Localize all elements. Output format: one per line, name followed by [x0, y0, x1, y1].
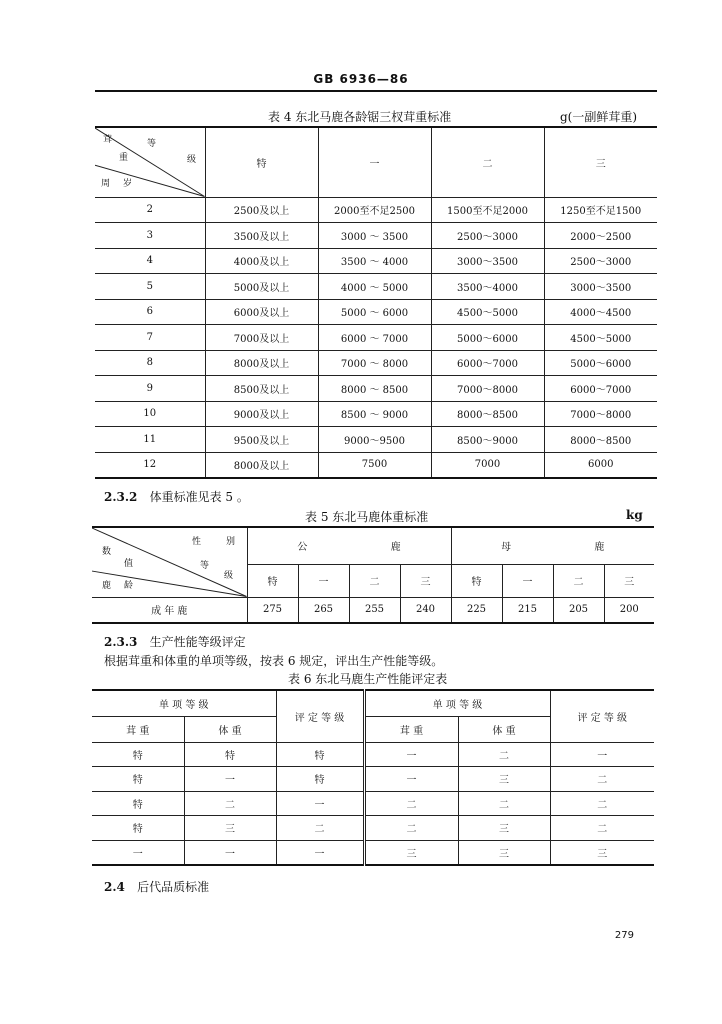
table6: [92, 689, 654, 866]
eval-grade-header: 评 定 等 级: [550, 690, 654, 742]
antler-weight-cell: 9500及以上: [205, 427, 318, 453]
weight-value: 205: [553, 597, 604, 623]
body-grade-cell: 一: [184, 840, 276, 865]
section-title: 生产性能等级评定: [149, 635, 246, 649]
antler-weight-cell: 7000 ～ 8000: [318, 350, 431, 376]
corner-label: 值: [124, 559, 134, 569]
antler-grade-cell: 特: [92, 767, 184, 792]
table4-row: [95, 401, 657, 427]
age-cell: 2: [95, 197, 205, 223]
female-label: 鹿: [594, 542, 605, 554]
corner-label: 岁: [123, 179, 133, 189]
row-label: 成 年 鹿: [92, 597, 247, 623]
header-rule: [95, 90, 657, 92]
section-number: 2.3.2: [104, 490, 138, 504]
age-cell: 6: [95, 299, 205, 325]
body-grade-cell: 三: [458, 767, 550, 792]
section-2-4: [104, 878, 209, 895]
age-cell: 11: [95, 427, 205, 453]
antler-weight-cell: 2000至不足2500: [318, 197, 431, 223]
body-grade-cell: 二: [458, 742, 550, 767]
table6-row: [92, 840, 654, 865]
table6-row: [92, 742, 654, 767]
antler-weight-cell: 8500 ～ 9000: [318, 401, 431, 427]
antler-weight-cell: 5000 ～ 6000: [318, 299, 431, 325]
table5-data-row: [92, 597, 654, 623]
weight-value: 200: [604, 597, 654, 623]
body-grade-cell: 三: [184, 816, 276, 841]
female-label: 母: [501, 542, 512, 554]
table4-row: [95, 452, 657, 478]
table4-caption: 表 4 东北马鹿各龄锯三杈茸重标准: [268, 110, 452, 124]
corner-label: 级: [224, 571, 234, 581]
table5-header-row: [92, 527, 654, 564]
antler-weight-cell: 8000～8500: [544, 427, 657, 453]
antler-weight-cell: 5000～6000: [431, 325, 544, 351]
table4-unit: g(一副鲜茸重): [560, 110, 638, 124]
antler-weight-cell: 7000～8000: [431, 376, 544, 402]
corner-label: 数: [102, 547, 112, 557]
table4-row: [95, 350, 657, 376]
antler-weight-cell: 5000～6000: [544, 350, 657, 376]
section-2-3-3: [104, 633, 246, 650]
weight-value: 275: [247, 597, 298, 623]
grade-header: 特: [247, 564, 298, 597]
table5: [92, 526, 654, 624]
antler-weight-cell: 6000及以上: [205, 299, 318, 325]
antler-grade-cell: 二: [364, 816, 458, 841]
antler-weight-cell: 3500及以上: [205, 223, 318, 249]
section-text: 体重标准见表 5 。: [149, 490, 249, 504]
table4: [95, 126, 657, 479]
weight-value: 215: [502, 597, 553, 623]
eval-grade-cell: 二: [276, 816, 364, 841]
antler-weight-cell: 8000～8500: [431, 401, 544, 427]
antler-weight-cell: 5000及以上: [205, 274, 318, 300]
antler-grade-cell: 一: [92, 840, 184, 865]
antler-weight-cell: 1500至不足2000: [431, 197, 544, 223]
body-grade-cell: 一: [184, 767, 276, 792]
corner-label: 重: [119, 153, 129, 163]
corner-label: 级: [187, 155, 197, 165]
antler-weight-cell: 4500～5000: [544, 325, 657, 351]
antler-weight-cell: 2500～3000: [544, 248, 657, 274]
weight-value: 240: [400, 597, 451, 623]
antler-weight-cell: 6000: [544, 452, 657, 478]
single-grade-header: 单 项 等 级: [364, 690, 550, 716]
table5-caption: 表 5 东北马鹿体重标准: [305, 510, 429, 524]
antler-weight-cell: 7000: [431, 452, 544, 478]
table4-header-row: [95, 127, 657, 197]
eval-grade-header: 评 定 等 级: [276, 690, 364, 742]
grade-header: 一: [502, 564, 553, 597]
corner-label: 等: [200, 561, 210, 571]
antler-weight-cell: 7000～8000: [544, 401, 657, 427]
antler-grade-cell: 特: [92, 742, 184, 767]
body-weight-header: 体 重: [184, 716, 276, 742]
table5-corner-cell: [92, 527, 247, 597]
table4-row: [95, 376, 657, 402]
antler-weight-cell: 4000 ～ 5000: [318, 274, 431, 300]
antler-weight-header: 茸 重: [364, 716, 458, 742]
eval-grade-cell: 二: [550, 816, 654, 841]
age-cell: 10: [95, 401, 205, 427]
eval-grade-cell: 特: [276, 742, 364, 767]
table6-header-row: [92, 690, 654, 716]
antler-grade-cell: 二: [364, 791, 458, 816]
antler-grade-cell: 三: [364, 840, 458, 865]
antler-weight-header: 茸 重: [92, 716, 184, 742]
body-grade-cell: 三: [458, 816, 550, 841]
antler-weight-cell: 4000～4500: [544, 299, 657, 325]
corner-label: 龄: [124, 581, 134, 591]
male-label: 鹿: [390, 542, 401, 554]
antler-weight-cell: 6000 ～ 7000: [318, 325, 431, 351]
antler-weight-cell: 3000～3500: [431, 248, 544, 274]
table4-row: [95, 248, 657, 274]
corner-label: 周: [101, 179, 111, 189]
eval-grade-cell: 一: [276, 791, 364, 816]
body-grade-cell: 三: [458, 840, 550, 865]
age-cell: 8: [95, 350, 205, 376]
grade-header: 一: [318, 127, 431, 197]
antler-weight-cell: 2500及以上: [205, 197, 318, 223]
antler-weight-cell: 6000～7000: [431, 350, 544, 376]
single-grade-header: 单 项 等 级: [92, 690, 276, 716]
corner-label: 等: [147, 139, 157, 149]
table4-row: [95, 274, 657, 300]
body-grade-cell: 特: [184, 742, 276, 767]
corner-label: 鹿: [102, 581, 112, 591]
page-number: 279: [614, 930, 634, 941]
table6-row: [92, 767, 654, 792]
antler-weight-cell: 3000～3500: [544, 274, 657, 300]
grade-header: 二: [431, 127, 544, 197]
grade-header: 一: [298, 564, 349, 597]
antler-weight-cell: 8000 ～ 8500: [318, 376, 431, 402]
antler-grade-cell: 特: [92, 816, 184, 841]
corner-label: 性: [192, 537, 202, 547]
grade-header: 二: [349, 564, 400, 597]
weight-value: 225: [451, 597, 502, 623]
table6-row: [92, 791, 654, 816]
female-header: [451, 527, 654, 564]
section-title: 后代品质标准: [137, 880, 210, 894]
age-cell: 12: [95, 452, 205, 478]
corner-label: 别: [226, 537, 236, 547]
antler-weight-cell: 9000及以上: [205, 401, 318, 427]
table6-row: [92, 816, 654, 841]
male-label: 公: [297, 542, 308, 554]
antler-weight-cell: 4500～5000: [431, 299, 544, 325]
antler-weight-cell: 2500～3000: [431, 223, 544, 249]
weight-value: 265: [298, 597, 349, 623]
table4-corner-cell: [95, 127, 205, 197]
antler-weight-cell: 9000～9500: [318, 427, 431, 453]
age-cell: 3: [95, 223, 205, 249]
section-number: 2.3.3: [104, 635, 138, 649]
antler-grade-cell: 一: [364, 742, 458, 767]
table4-row: [95, 325, 657, 351]
table4-row: [95, 223, 657, 249]
antler-weight-cell: 3000 ～ 3500: [318, 223, 431, 249]
age-cell: 4: [95, 248, 205, 274]
eval-grade-cell: 一: [276, 840, 364, 865]
grade-header: 三: [604, 564, 654, 597]
antler-weight-cell: 7000及以上: [205, 325, 318, 351]
diagonal-lines: [92, 528, 247, 597]
grade-header: 二: [553, 564, 604, 597]
antler-weight-cell: 3500 ～ 4000: [318, 248, 431, 274]
antler-grade-cell: 一: [364, 767, 458, 792]
antler-weight-cell: 2000～2500: [544, 223, 657, 249]
antler-weight-cell: 8500及以上: [205, 376, 318, 402]
section-2-3-2: [104, 488, 249, 505]
eval-grade-cell: 特: [276, 767, 364, 792]
corner-label: 茸: [103, 135, 113, 145]
body-grade-cell: 二: [184, 791, 276, 816]
antler-weight-cell: 4000及以上: [205, 248, 318, 274]
antler-weight-cell: 1250至不足1500: [544, 197, 657, 223]
male-header: [247, 527, 451, 564]
grade-header: 特: [205, 127, 318, 197]
eval-grade-cell: 一: [550, 742, 654, 767]
age-cell: 9: [95, 376, 205, 402]
age-cell: 5: [95, 274, 205, 300]
age-cell: 7: [95, 325, 205, 351]
table4-row: [95, 427, 657, 453]
table4-row: [95, 299, 657, 325]
antler-weight-cell: 8000及以上: [205, 452, 318, 478]
antler-weight-cell: 6000～7000: [544, 376, 657, 402]
eval-grade-cell: 三: [550, 840, 654, 865]
eval-grade-cell: 二: [550, 791, 654, 816]
grade-header: 三: [400, 564, 451, 597]
table6-caption: 表 6 东北马鹿生产性能评定表: [288, 672, 448, 686]
grade-header: 三: [544, 127, 657, 197]
section-number: 2.4: [104, 880, 125, 894]
antler-grade-cell: 特: [92, 791, 184, 816]
antler-weight-cell: 3500～4000: [431, 274, 544, 300]
antler-weight-cell: 8500～9000: [431, 427, 544, 453]
table5-unit: kg: [626, 508, 643, 522]
standard-number: GB 6936—86: [313, 72, 409, 86]
section-paragraph: 根据茸重和体重的单项等级，按表 6 规定，评出生产性能等级。: [104, 654, 444, 668]
antler-weight-cell: 8000及以上: [205, 350, 318, 376]
body-grade-cell: 二: [458, 791, 550, 816]
body-weight-header: 体 重: [458, 716, 550, 742]
weight-value: 255: [349, 597, 400, 623]
table4-row: [95, 197, 657, 223]
grade-header: 特: [451, 564, 502, 597]
eval-grade-cell: 二: [550, 767, 654, 792]
antler-weight-cell: 7500: [318, 452, 431, 478]
